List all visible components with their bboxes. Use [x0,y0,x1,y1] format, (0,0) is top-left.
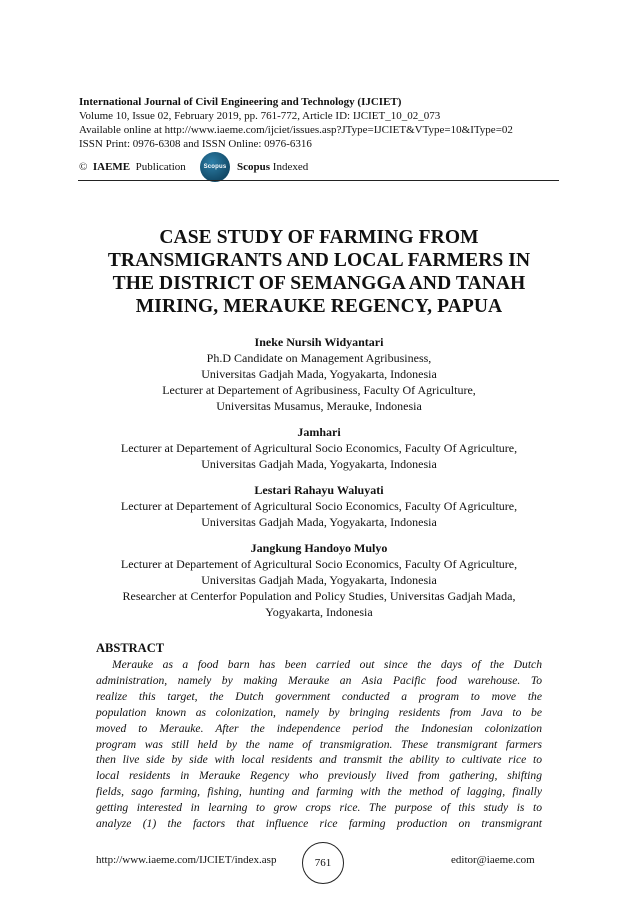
abstract-line: administration, namely by making Merauke an Asia Pacific food warehouse. To [96,673,542,687]
abstract-line: realize this target, the Dutch government conducted a program to move the [96,689,542,703]
abstract-line: Merauke as a food barn has been carried out since the days of the Dutch [112,658,542,671]
indexed-label: Indexed [272,161,309,173]
abstract-heading: ABSTRACT [96,641,165,655]
author-name: Jamhari [297,425,341,439]
author-affiliation: Lecturer at Departement of Agribusiness, Faculty Of Agriculture, [162,383,476,397]
author-affiliation: Universitas Gadjah Mada, Yogyakarta, Indonesia [201,515,437,529]
author-affiliation: Universitas Gadjah Mada, Yogyakarta, Indonesia [201,573,437,587]
publication-label: Publication [135,161,186,173]
author-affiliation: Universitas Gadjah Mada, Yogyakarta, Indonesia [201,367,437,381]
title-line: MIRING, MERAUKE REGENCY, PAPUA [135,296,503,317]
title-line: TRANSMIGRANTS AND LOCAL FARMERS IN [107,250,531,271]
author-affiliation: Researcher at Centerfor Population and Policy Studies, Universitas Gadjah Mada, [122,589,516,603]
scopus-indexed-label [237,161,308,173]
journal-header [79,95,559,151]
paper-title [60,226,578,318]
abstract-line: moved to Merauke. After the independence period the Indonesian colonization [96,721,542,735]
abstract-line: program was still held by the name of transmigration. These transmigrant farmers [96,737,542,751]
online-line: Available online at http://www.iaeme.com/ijciet/issues.asp?JType=IJCIET&VType=10&IType=02 [79,124,513,136]
journal-title: International Journal of Civil Engineering and Technology (IJCIET) [79,96,402,108]
author-affiliation: Universitas Musamus, Merauke, Indonesia [216,399,422,413]
abstract-line: population known as colonization, namely by bringing residents from Java to be [96,705,542,719]
author-affiliation: Lecturer at Departement of Agricultural Socio Economics, Faculty Of Agriculture, [120,441,518,455]
author-name: Jangkung Handoyo Mulyo [250,541,388,555]
author-list [60,334,578,620]
author-affiliation: Lecturer at Departement of Agricultural Socio Economics, Faculty Of Agriculture, [120,499,518,513]
scopus-logo-icon: Scopus [200,152,230,182]
publisher-label [79,161,186,173]
author-name: Lestari Rahayu Waluyati [254,483,384,497]
footer-email: editor@iaeme.com [451,854,535,866]
issn-line: ISSN Print: 0976-6308 and ISSN Online: 0976-6316 [79,138,312,150]
author-affiliation: Yogyakarta, Indonesia [265,605,373,619]
author-affiliation: Ph.D Candidate on Management Agribusiness, [206,351,432,365]
abstract-line: analyze (1) the factors that influence rice farming production on transmigrant [96,817,542,831]
publisher-row [79,152,559,182]
title-line: THE DISTRICT OF SEMANGGA AND TANAH [112,273,526,294]
title-line: CASE STUDY OF FARMING FROM [159,227,479,248]
copyright-symbol: © [79,161,88,173]
page-footer [0,842,638,882]
scopus-label: Scopus [237,161,271,173]
author-affiliation: Universitas Gadjah Mada, Yogyakarta, Indonesia [201,457,437,471]
footer-url: http://www.iaeme.com/IJCIET/index.asp [96,854,277,866]
author-affiliation: Lecturer at Departement of Agricultural Socio Economics, Faculty Of Agriculture, [120,557,518,571]
volume-line: Volume 10, Issue 02, February 2019, pp. 761-772, Article ID: IJCIET_10_02_073 [79,110,441,122]
abstract-line: fields, sago farming, fishing, hunting and farming with the method of lagging, finally [96,785,542,799]
author-name: Ineke Nursih Widyantari [254,335,384,349]
publisher-name: IAEME [92,161,131,173]
abstract-line: getting interested in learning to grow crops rice. The purpose of this study is to [96,801,542,815]
abstract-line: local residents in Merauke Regency who previously lived from gathering, shifting [96,769,542,783]
abstract-line: then live side by side with local residents and transmit the ability to cultivate rice to [96,753,542,767]
header-divider [78,180,559,181]
page-number: 761 [314,857,332,869]
page-number-circle [302,842,344,884]
abstract-body [96,657,542,832]
